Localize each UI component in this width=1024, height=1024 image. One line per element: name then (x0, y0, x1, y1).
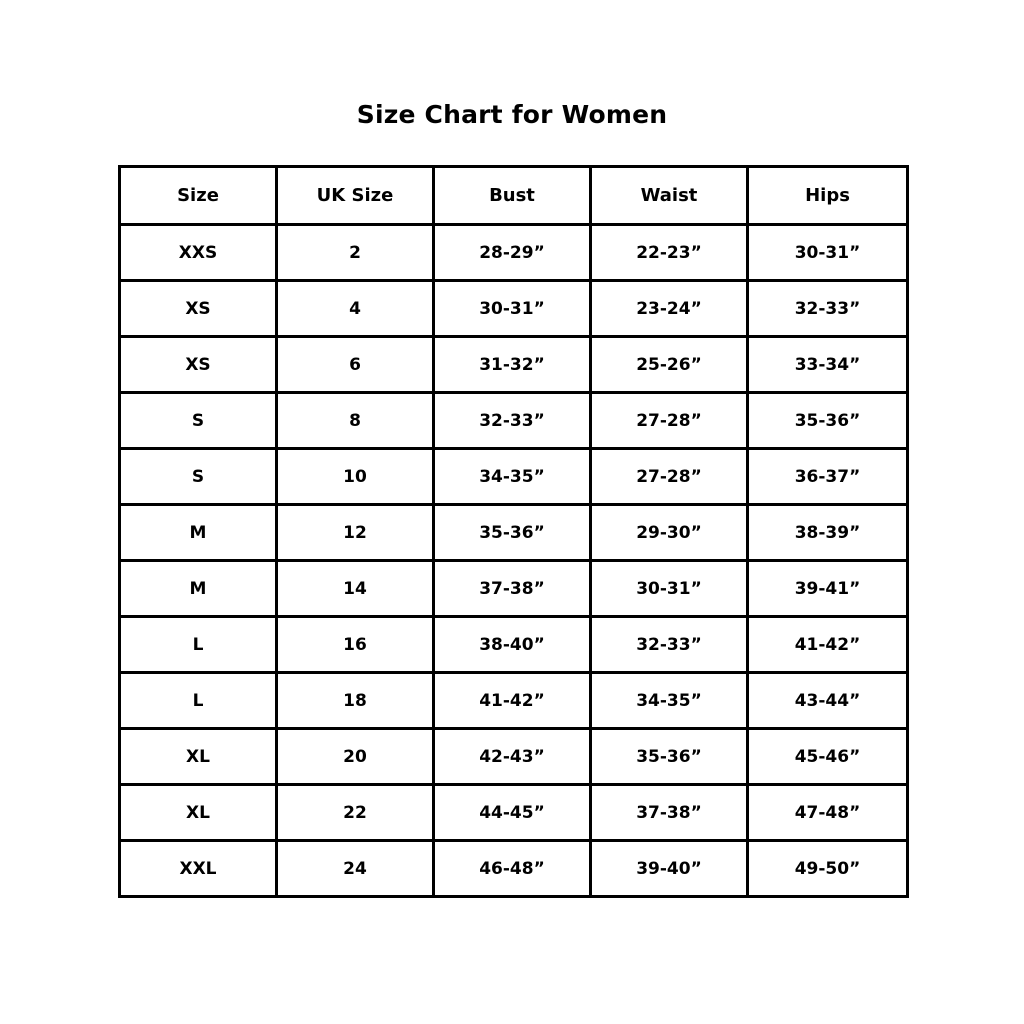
cell-bust: 31-32” (434, 337, 591, 393)
cell-waist: 37-38” (591, 785, 748, 841)
cell-size: XL (120, 785, 277, 841)
cell-uk-size: 16 (277, 617, 434, 673)
cell-bust: 41-42” (434, 673, 591, 729)
cell-size: S (120, 449, 277, 505)
cell-size: XS (120, 281, 277, 337)
cell-hips: 43-44” (748, 673, 908, 729)
page-title: Size Chart for Women (356, 100, 668, 129)
cell-uk-size: 14 (277, 561, 434, 617)
table-header-row (120, 167, 908, 225)
table-row (120, 673, 908, 729)
cell-bust: 32-33” (434, 393, 591, 449)
cell-uk-size: 12 (277, 505, 434, 561)
table-row (120, 785, 908, 841)
cell-size: S (120, 393, 277, 449)
cell-waist: 22-23” (591, 225, 748, 281)
cell-bust: 28-29” (434, 225, 591, 281)
cell-hips: 30-31” (748, 225, 908, 281)
column-header-uk-size: UK Size (277, 167, 434, 225)
column-header-waist: Waist (591, 167, 748, 225)
cell-waist: 29-30” (591, 505, 748, 561)
cell-uk-size: 4 (277, 281, 434, 337)
cell-size: XS (120, 337, 277, 393)
cell-size: XL (120, 729, 277, 785)
cell-size: XXL (120, 841, 277, 897)
table-row (120, 561, 908, 617)
cell-waist: 25-26” (591, 337, 748, 393)
table-row (120, 337, 908, 393)
size-chart-table (118, 165, 909, 898)
cell-hips: 36-37” (748, 449, 908, 505)
table-row (120, 393, 908, 449)
cell-hips: 33-34” (748, 337, 908, 393)
cell-bust: 34-35” (434, 449, 591, 505)
cell-uk-size: 10 (277, 449, 434, 505)
table-row (120, 617, 908, 673)
cell-size: M (120, 561, 277, 617)
cell-bust: 37-38” (434, 561, 591, 617)
column-header-size: Size (120, 167, 277, 225)
column-header-hips: Hips (748, 167, 908, 225)
cell-uk-size: 6 (277, 337, 434, 393)
cell-waist: 35-36” (591, 729, 748, 785)
table-row (120, 505, 908, 561)
cell-waist: 23-24” (591, 281, 748, 337)
cell-uk-size: 2 (277, 225, 434, 281)
column-header-bust: Bust (434, 167, 591, 225)
cell-waist: 39-40” (591, 841, 748, 897)
cell-hips: 45-46” (748, 729, 908, 785)
cell-hips: 32-33” (748, 281, 908, 337)
table-row (120, 225, 908, 281)
cell-waist: 27-28” (591, 449, 748, 505)
cell-uk-size: 8 (277, 393, 434, 449)
cell-waist: 32-33” (591, 617, 748, 673)
cell-size: XXS (120, 225, 277, 281)
table-row (120, 841, 908, 897)
cell-bust: 46-48” (434, 841, 591, 897)
cell-size: L (120, 673, 277, 729)
table-row (120, 449, 908, 505)
cell-uk-size: 22 (277, 785, 434, 841)
cell-uk-size: 18 (277, 673, 434, 729)
cell-uk-size: 20 (277, 729, 434, 785)
cell-size: M (120, 505, 277, 561)
cell-waist: 30-31” (591, 561, 748, 617)
table-body (120, 225, 908, 897)
cell-size: L (120, 617, 277, 673)
table-row (120, 281, 908, 337)
cell-waist: 27-28” (591, 393, 748, 449)
size-chart-table-wrapper (118, 165, 906, 898)
cell-hips: 35-36” (748, 393, 908, 449)
cell-hips: 47-48” (748, 785, 908, 841)
cell-hips: 49-50” (748, 841, 908, 897)
table-header (120, 167, 908, 225)
cell-hips: 41-42” (748, 617, 908, 673)
cell-bust: 44-45” (434, 785, 591, 841)
cell-hips: 38-39” (748, 505, 908, 561)
cell-bust: 30-31” (434, 281, 591, 337)
table-row (120, 729, 908, 785)
cell-uk-size: 24 (277, 841, 434, 897)
cell-hips: 39-41” (748, 561, 908, 617)
cell-bust: 42-43” (434, 729, 591, 785)
cell-waist: 34-35” (591, 673, 748, 729)
cell-bust: 35-36” (434, 505, 591, 561)
cell-bust: 38-40” (434, 617, 591, 673)
